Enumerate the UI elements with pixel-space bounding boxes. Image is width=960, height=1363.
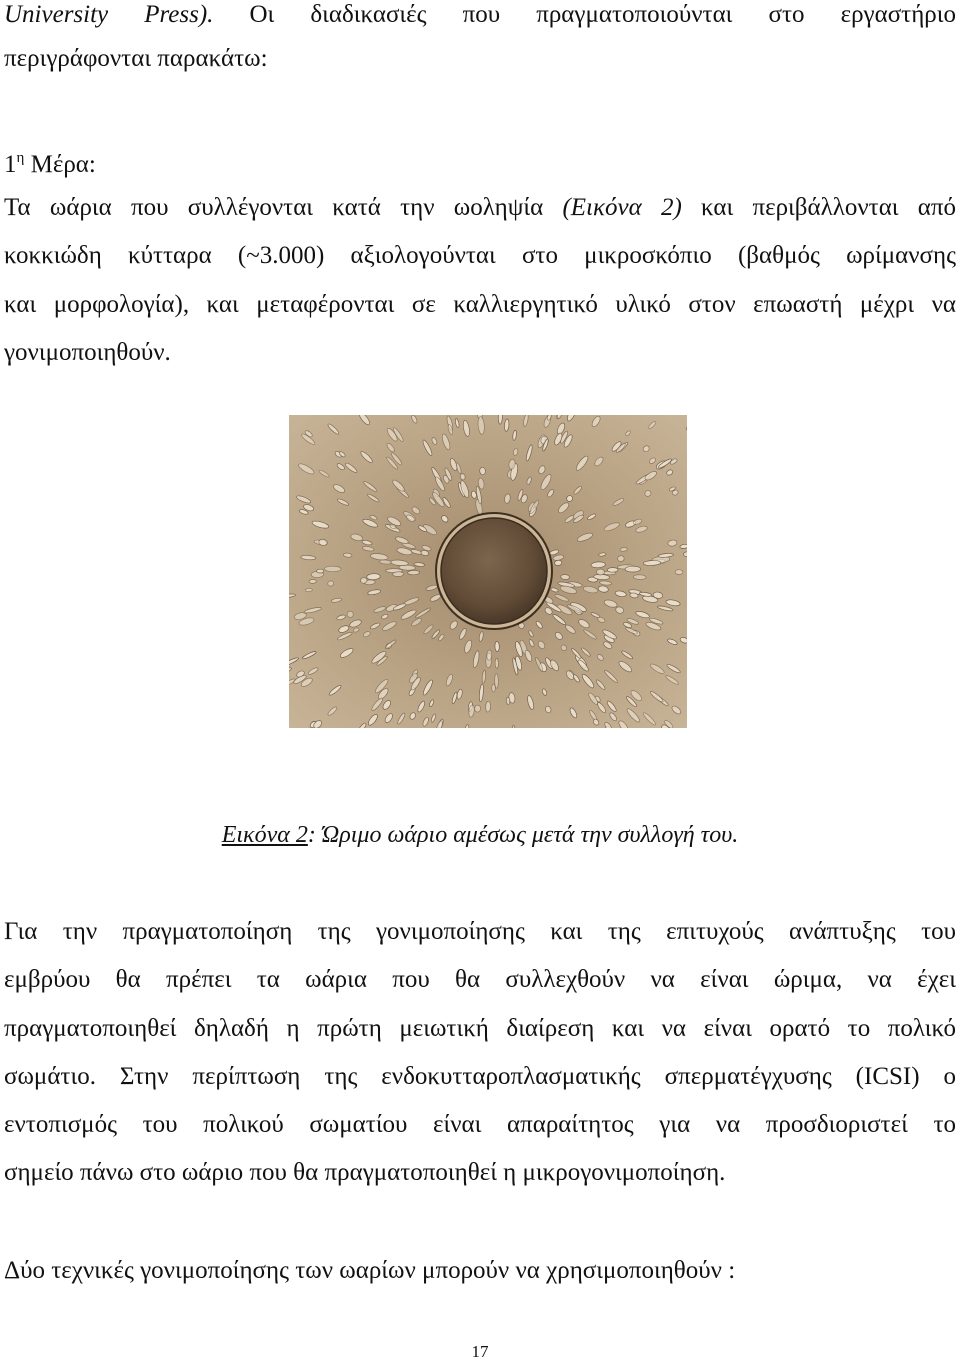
figure-reference: (Εικόνα 2): [562, 194, 682, 221]
cumulus-cell: [316, 569, 324, 573]
page-number: 17: [471, 1342, 489, 1361]
cumulus-cell: [607, 568, 618, 573]
text-line-6: και μορφολογία), και μεταφέρονται σε καλλιεργητικό υλικό στον επωαστή μέχρι να: [4, 291, 956, 318]
cumulus-cell: [554, 560, 562, 566]
paragraph-2-line-4: σωμάτιο. Στην περίπτωση της ενδοκυτταροπλασματικής σπερματέγχυσης (ICSI) ο: [4, 1063, 956, 1090]
figure-caption: [0, 820, 960, 850]
cumulus-cell: [485, 701, 490, 712]
oocyte-micrograph: [289, 415, 687, 728]
text-line-7: γονιμοποιηθούν.: [4, 339, 171, 366]
cumulus-cell: [328, 581, 334, 587]
text-line-2: περιγράφονται παρακάτω:: [4, 45, 268, 72]
cumulus-cell: [479, 467, 486, 475]
oocyte-image: [289, 415, 687, 728]
paragraph-2-line-2: εμβρύου θα πρέπει τα ωάρια που θα συλλεχθούν να είναι ώριμα, να έχει: [4, 966, 956, 993]
caption-reference: Εικόνα 2: [221, 822, 308, 848]
cumulus-cell: [506, 697, 510, 705]
paragraph-2-line-3: πραγματοποιηθεί δηλαδή η πρώτη μειωτική διαίρεση και να είναι ορατό το πολικό: [4, 1015, 956, 1042]
cumulus-cell: [494, 674, 498, 689]
cumulus-cell: [625, 566, 641, 572]
paragraph-2-line-5: εντοπισμός του πολικού σωματίου είναι απαραίτητος για να προσδιοριστεί το: [4, 1111, 956, 1138]
cumulus-cell: [495, 658, 499, 668]
cumulus-cell: [360, 577, 367, 583]
cumulus-cell: [324, 566, 341, 572]
cumulus-cell: [309, 579, 317, 583]
cumulus-cell: [408, 570, 420, 575]
cumulus-cell: [591, 561, 606, 568]
day-superscript: η: [16, 150, 25, 166]
cumulus-cell: [495, 641, 500, 651]
cumulus-cell: [305, 588, 313, 592]
text-line-5: κοκκιώδη κύτταρα (~3.000) αξιολογούνται στο μικροσκόπιο (βαθμός ωρίμανσης: [4, 242, 956, 269]
paragraph-2-line-1: Για την πραγματοποίηση της γονιμοποίησης και της επιτυχούς ανάπτυξης του: [4, 918, 956, 945]
cumulus-cell: [487, 650, 493, 661]
text-line-4: Τα ωάρια που συλλέγονται κατά την ωοληψία (Εικόνα 2) και περιβάλλονται από: [4, 194, 956, 221]
cumulus-cell: [675, 570, 683, 575]
citation-fragment: University Press).: [4, 1, 214, 28]
cumulus-cell: [560, 574, 569, 580]
cumulus-cell: [596, 569, 604, 575]
day-heading: $1^\eta$ Μέρα:: [4, 150, 96, 178]
cumulus-cell: [633, 575, 646, 580]
text-line-1: University Press). Οι διαδικασιές που πραγματοποιούνται στο εργαστήριο: [4, 1, 956, 28]
caption-text: : Ώριμο ωάριο αμέσως μετά την συλλογή του.: [307, 822, 739, 848]
paragraph-3: Δύο τεχνικές γονιμοποίησης των ωαρίων μπορούν να χρησιμοποιηθούν :: [4, 1257, 736, 1284]
cumulus-cell: [617, 555, 624, 561]
cumulus-cell: [474, 705, 481, 713]
cumulus-cell: [367, 573, 381, 580]
cumulus-cell: [393, 572, 404, 577]
oocyte-cytoplasm: [441, 518, 547, 624]
paragraph-2-line-6: σημείο πάνω στο ωάριο που θα πραγματοποιηθεί η μικρογονιμοποίηση.: [4, 1159, 726, 1186]
